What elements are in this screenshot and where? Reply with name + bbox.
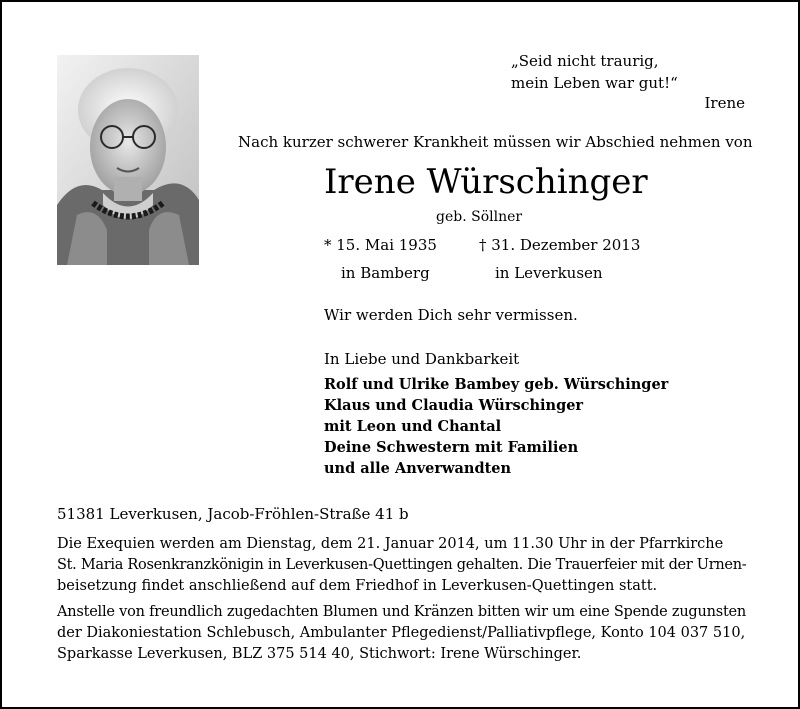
quote-line: „Seid nicht traurig, bbox=[511, 52, 659, 70]
funeral-details-line: Die Exequien werden am Dienstag, dem 21. Januar 2014, um 11.30 Uhr in der Pfarrkirche bbox=[57, 536, 724, 552]
quote-line: mein Leben war gut!“ bbox=[511, 74, 678, 92]
donation-line: der Diakoniestation Schlebusch, Ambulanter Pflegedienst/Palliativpflege, Konto 104 037 510, bbox=[57, 625, 746, 641]
birth-date: * 15. Mai 1935 bbox=[324, 236, 437, 254]
mourners-list bbox=[324, 374, 668, 479]
family-address: 51381 Leverkusen, Jacob-Fröhlen-Straße 41 b bbox=[57, 505, 409, 523]
closing-line: In Liebe und Dankbarkeit bbox=[324, 350, 520, 368]
death-date: † 31. Dezember 2013 bbox=[479, 236, 641, 254]
mourner-entry: Rolf und Ulrike Bambey geb. Würschinger bbox=[324, 376, 669, 393]
donation-line: Sparkasse Leverkusen, BLZ 375 514 40, Stichwort: Irene Würschinger. bbox=[57, 646, 582, 662]
funeral-details bbox=[57, 534, 746, 597]
funeral-details-line: St. Maria Rosenkranzkönigin in Leverkusen-Quettingen gehalten. Die Trauerfeier mit der Urnen- bbox=[57, 557, 747, 573]
donation-request bbox=[57, 602, 746, 665]
mourner-entry: Klaus und Claudia Würschinger bbox=[324, 397, 584, 414]
birth-place: in Bamberg bbox=[341, 264, 430, 282]
funeral-details-line: beisetzung findet anschließend auf dem Friedhof in Leverkusen-Quettingen statt. bbox=[57, 578, 658, 594]
farewell-message: Wir werden Dich sehr vermissen. bbox=[324, 306, 578, 324]
quote-signature: Irene bbox=[704, 94, 745, 112]
mourner-entry: und alle Anverwandten bbox=[324, 460, 512, 477]
death-place: in Leverkusen bbox=[495, 264, 603, 282]
intro-text: Nach kurzer schwerer Krankheit müssen wir Abschied nehmen von bbox=[238, 133, 753, 151]
memorial-quote bbox=[511, 50, 678, 94]
mourner-entry: mit Leon und Chantal bbox=[324, 418, 502, 435]
portrait-image bbox=[57, 55, 199, 265]
portrait-photo bbox=[57, 55, 199, 265]
mourner-entry: Deine Schwestern mit Familien bbox=[324, 439, 579, 456]
donation-line: Anstelle von freundlich zugedachten Blumen und Kränzen bitten wir um eine Spende zugunsten bbox=[57, 604, 747, 620]
deceased-name: Irene Würschinger bbox=[324, 162, 648, 202]
birth-name: geb. Söllner bbox=[436, 209, 523, 225]
